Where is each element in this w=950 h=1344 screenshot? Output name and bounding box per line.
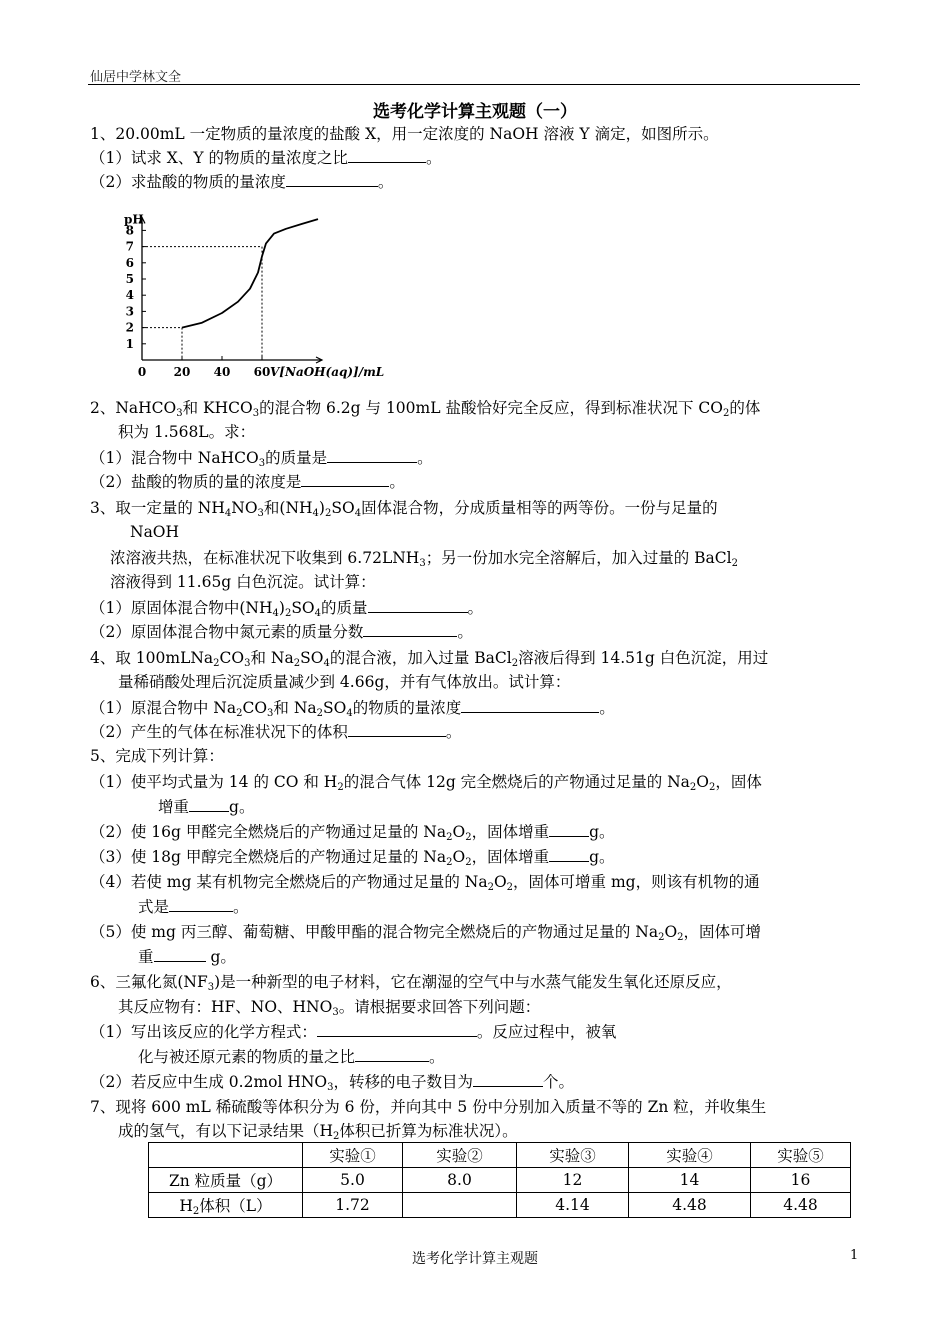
q5-part1-cont: 增重 g。 [158, 798, 255, 816]
y-tick-label: 5 [125, 272, 134, 286]
q5-answer1-blank[interactable] [189, 797, 229, 812]
q2-answer1-blank[interactable] [327, 448, 417, 463]
experiment-table [148, 1142, 851, 1218]
y-tick-label: 2 [125, 320, 134, 335]
table-cell: 4.48 [751, 1193, 851, 1218]
table-row-label: Zn 粒质量（g） [149, 1168, 303, 1193]
q1-answer1-blank[interactable] [348, 148, 426, 163]
page-number: 1 [850, 1248, 859, 1263]
table-header-cell: 实验② [403, 1143, 517, 1168]
q5-part4: （4）若使 mg 某有机物完全燃烧后的产物通过足量的 $Na_2O_2$，固体可增重 mg，则该有机物的通 [90, 873, 760, 893]
q6-part1-cont: 化与被还原元素的物质的量之比 。 [138, 1048, 445, 1066]
q5-answer3-blank[interactable] [549, 847, 589, 862]
x-tick-label: 20 [173, 365, 191, 379]
q6-electrons-blank[interactable] [473, 1072, 543, 1087]
q3-stem-line3: 浓溶液共热，在标准状况下收集到 $6.72LNH_3$；另一份加水完全溶解后，加入过量的 BaCl$_2$ [110, 549, 738, 569]
header-school: 仙居中学林文全 [90, 70, 182, 85]
q5-answer4-blank[interactable] [169, 897, 233, 912]
q2-stem: 2、NaHCO$_3$和 $KHCO_3$的混合物 6.2g 与 100mL 盐酸恰好完全反应，得到标准状况下 $CO_2$的体 [90, 399, 761, 419]
y-axis-label: pH [124, 212, 144, 227]
q5-part5: （5）使 mg 丙三醇、葡萄糖、甲酸甲酯的混合物完全燃烧后的产物通过足量的 $Na_2O_2$，固体可增 [90, 923, 762, 943]
table-row [149, 1168, 851, 1193]
q6-part2: （2）若反应中生成 0.2mol $HNO_3$，转移的电子数目为 个。 [90, 1073, 575, 1093]
footer-text: 选考化学计算主观题 [412, 1251, 538, 1267]
table-cell: 12 [517, 1168, 629, 1193]
x-tick-label: 60 [253, 365, 271, 379]
q2-stem-cont: 积为 1.568L。求： [118, 423, 256, 441]
q5-part5-cont: 重 g。 [138, 948, 236, 966]
q3-stem-line4: 溶液得到 11.65g 白色沉淀。试计算： [110, 573, 376, 591]
q4-stem: 4、取 $100mLNa_2CO_3$和 $Na_2SO_4$的混合液，加入过量 BaCl$_2$溶液后得到 14.51g 白色沉淀，用过 [90, 649, 769, 669]
header-divider [88, 84, 860, 85]
q7-stem-cont: 成的氢气，有以下记录结果（$H_2$体积已折算为标准状况）。 [118, 1122, 518, 1142]
table-cell[interactable] [403, 1193, 517, 1218]
table-cell: 4.48 [629, 1193, 751, 1218]
table-row [149, 1143, 851, 1168]
q6-stem-cont: 其反应物有：HF、NO、$HNO_3$。请根据要求回答下列问题： [118, 998, 541, 1018]
q6-part1: （1）写出该反应的化学方程式： 。反应过程中，被氧 [90, 1023, 617, 1041]
table-row [149, 1193, 851, 1218]
q2-answer2-blank[interactable] [301, 472, 389, 487]
table-cell: 14 [629, 1168, 751, 1193]
q7-stem: 7、现将 600 mL 稀硫酸等体积分为 6 份，并向其中 5 份中分别加入质量不等的 Zn 粒，并收集生 [90, 1098, 767, 1116]
x-tick-label: 40 [213, 365, 231, 379]
table-header-cell: 实验④ [629, 1143, 751, 1168]
q3-part2: （2）原固体混合物中氮元素的质量分数 。 [90, 623, 473, 641]
y-tick-label: 4 [125, 288, 134, 303]
q1-answer2-blank[interactable] [286, 172, 378, 187]
table-header-cell: 实验③ [517, 1143, 629, 1168]
q5-stem: 5、完成下列计算： [90, 747, 224, 765]
q5-answer2-blank[interactable] [549, 822, 589, 837]
y-tick-label: 3 [125, 304, 134, 319]
q4-answer2-blank[interactable] [348, 722, 446, 737]
q4-stem-cont: 量稀硝酸处理后沉淀质量减少到 4.66g，并有气体放出。试计算： [118, 673, 571, 691]
q3-answer1-blank[interactable] [368, 598, 468, 613]
x-axis-label: V[NaOH(aq)]/mL [270, 365, 385, 379]
q5-part4-cont: 式是 。 [138, 898, 249, 916]
table-corner-cell [149, 1143, 303, 1168]
q2-part2: （2）盐酸的物质的量的浓度是 。 [90, 473, 405, 491]
q6-equation-blank[interactable] [317, 1022, 477, 1037]
q3-answer2-blank[interactable] [363, 622, 457, 637]
page-title: 选考化学计算主观题（一） [373, 102, 577, 122]
table-row-label: $H_2$体积（L） [149, 1193, 303, 1218]
y-tick-label: 7 [125, 239, 134, 254]
table-cell: 8.0 [403, 1168, 517, 1193]
q3-stem-naoh: NaOH [130, 523, 180, 541]
q5-part3: （3）使 18g 甲醇完全燃烧后的产物通过足量的 $Na_2O_2$，固体增重 g。 [90, 848, 615, 868]
table-header-cell: 实验① [303, 1143, 403, 1168]
titration-chart [112, 194, 412, 384]
y-tick-label: 6 [125, 255, 134, 270]
q4-part1: （1）原混合物中 $Na_2CO_3$和 $Na_2SO_4$的物质的量浓度 。 [90, 699, 615, 719]
q3-part1: （1）原固体混合物中$(NH_4)_2SO_4$的质量 。 [90, 599, 484, 619]
titration-curve [182, 219, 318, 328]
table-cell: 5.0 [303, 1168, 403, 1193]
q2-part1: （1）混合物中 NaHCO$_3$的质量是 。 [90, 449, 433, 469]
q5-part1: （1）使平均式量为 14 的 CO 和 $H_2$的混合气体 12g 完全燃烧后的产物通过足量的 $Na_2O_2$，固体 [90, 773, 762, 793]
y-tick-label: 1 [125, 336, 134, 351]
q6-ratio-blank[interactable] [355, 1047, 429, 1062]
q6-stem: 6、三氟化氮$(NF_3)$是一种新型的电子材料，它在潮湿的空气中与水蒸气能发生氧化还原反应， [90, 973, 732, 993]
q5-answer5-blank[interactable] [154, 947, 206, 962]
table-cell: 4.14 [517, 1193, 629, 1218]
q4-answer1-blank[interactable] [461, 698, 599, 713]
x-tick-label: 0 [137, 365, 147, 379]
q1-stem: 1、20.00mL 一定物质的量浓度的盐酸 X，用一定浓度的 NaOH 溶液 Y 滴定，如图所示。 [90, 125, 719, 143]
table-header-cell: 实验⑤ [751, 1143, 851, 1168]
q4-part2: （2）产生的气体在标准状况下的体积 。 [90, 723, 462, 741]
chart-layer [124, 212, 384, 379]
q1-part2: （2）求盐酸的物质的量浓度 。 [90, 173, 394, 191]
table-cell: 16 [751, 1168, 851, 1193]
y-tick-label: 8 [125, 223, 134, 238]
q1-part1: （1）试求 X、Y 的物质的量浓度之比 。 [90, 149, 442, 167]
q5-part2: （2）使 16g 甲醛完全燃烧后的产物通过足量的 $Na_2O_2$，固体增重 g。 [90, 823, 615, 843]
q3-stem: 3、取一定量的 $NH_4NO_3$和$(NH_4)_2SO_4$固体混合物，分成质量相等的两等份。一份与足量的 [90, 499, 718, 519]
table-cell: 1.72 [303, 1193, 403, 1218]
